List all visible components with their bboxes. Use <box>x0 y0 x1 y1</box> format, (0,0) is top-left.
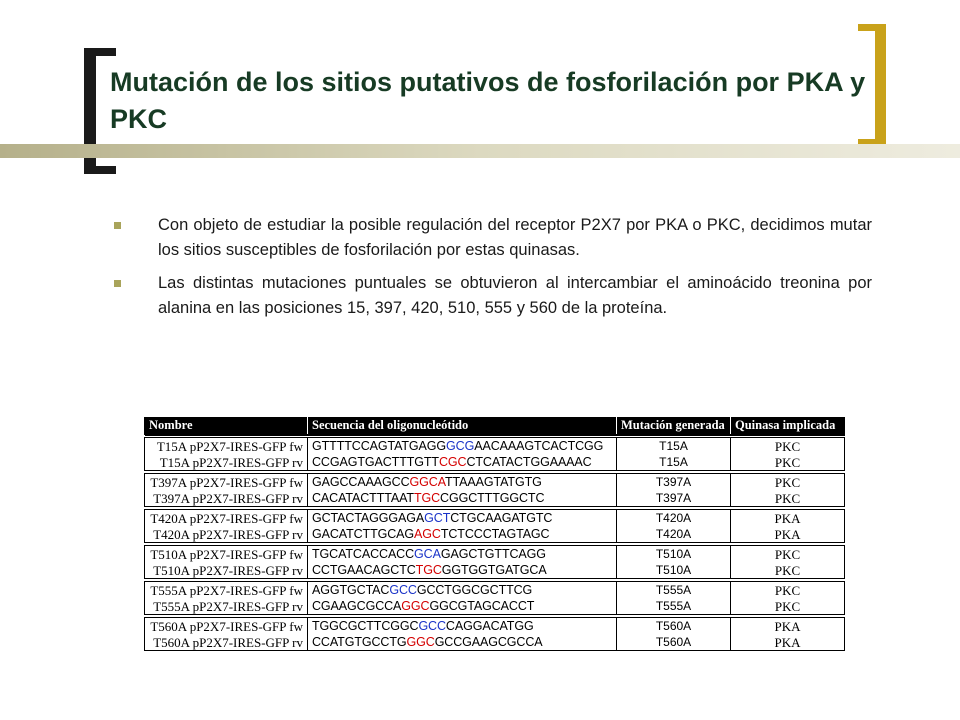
kinase-cell: PKC <box>731 598 845 616</box>
sequence-fragment: CAGGACATGG <box>445 618 534 633</box>
right-bracket-top-decoration <box>858 24 886 31</box>
header-nombre: Nombre <box>145 417 308 436</box>
sequence-fragment: TCTCCCTAGTAGC <box>440 526 550 541</box>
sequence-fragment: CACATACTTTAAT <box>312 490 414 505</box>
mutated-codon: CGC <box>438 454 467 469</box>
mutated-codon: GGC <box>401 598 430 613</box>
mutated-codon: GCC <box>418 618 446 633</box>
oligo-sequence-cell <box>308 436 617 454</box>
sequence-fragment: AGGTGCTAC <box>312 582 390 597</box>
oligo-sequence-cell <box>308 562 617 580</box>
sequence-fragment: CCATGTGCCTG <box>312 634 407 649</box>
kinase-cell: PKC <box>731 490 845 508</box>
kinase-cell: PKC <box>731 436 845 454</box>
mutated-codon: GCA <box>414 546 441 561</box>
table-header-row <box>145 417 845 436</box>
sequence-fragment: GGCGTAGCACCT <box>429 598 535 613</box>
oligo-name-cell: T15A pP2X7-IRES-GFP fw <box>145 436 308 454</box>
kinase-cell: PKA <box>731 616 845 634</box>
mutation-cell: T560A <box>617 616 731 634</box>
table-body <box>145 436 845 651</box>
mutated-codon: GGC <box>406 634 435 649</box>
oligo-name-cell: T555A pP2X7-IRES-GFP fw <box>145 580 308 598</box>
right-bracket-decoration <box>875 24 886 146</box>
bullet-list <box>114 213 872 329</box>
sequence-fragment: TTAAAGTATGTG <box>445 474 542 489</box>
table-row <box>145 436 845 454</box>
kinase-cell: PKA <box>731 634 845 651</box>
table-row <box>145 508 845 526</box>
sequence-fragment: CGAAGCGCCA <box>312 598 402 613</box>
kinase-cell: PKC <box>731 454 845 472</box>
oligo-name-cell: T420A pP2X7-IRES-GFP fw <box>145 508 308 526</box>
oligo-sequence-cell <box>308 598 617 616</box>
table-row <box>145 562 845 580</box>
oligo-sequence-cell <box>308 526 617 544</box>
oligonucleotide-table <box>144 417 845 651</box>
oligo-sequence-cell <box>308 580 617 598</box>
kinase-cell: PKC <box>731 472 845 490</box>
mutated-codon: TGC <box>415 562 442 577</box>
mutation-cell: T560A <box>617 634 731 651</box>
bullet-text: Con objeto de estudiar la posible regulación del receptor P2X7 por PKA o PKC, decidimos mutar los sitios susceptibles de fosforilación por estas quinasas. <box>158 216 872 259</box>
oligo-sequence-cell <box>308 634 617 651</box>
mutated-codon: AGC <box>414 526 441 541</box>
sequence-fragment: CTGCAAGATGTC <box>450 510 553 525</box>
bullet-item <box>114 271 872 320</box>
kinase-cell: PKC <box>731 562 845 580</box>
sequence-fragment: GCTACTAGGGAGA <box>312 510 425 525</box>
kinase-cell: PKA <box>731 508 845 526</box>
sequence-fragment: GAGCCAAAGCC <box>312 474 410 489</box>
oligo-sequence-cell <box>308 490 617 508</box>
table-row <box>145 580 845 598</box>
header-mutacion: Mutación generada <box>617 417 731 436</box>
oligo-sequence-cell <box>308 544 617 562</box>
bullet-text: Las distintas mutaciones puntuales se obtuvieron al intercambiar el aminoácido treonina por alanina en las posiciones 15, 397, 420, 510, 555 y 560 de la proteína. <box>158 274 872 317</box>
left-bracket-top-decoration <box>84 48 116 56</box>
title-underline-bar <box>0 144 960 158</box>
sequence-fragment: AACAAAGTCACTCGG <box>474 438 604 453</box>
header-quinasa: Quinasa implicada <box>731 417 845 436</box>
mutation-cell: T510A <box>617 544 731 562</box>
table-row <box>145 490 845 508</box>
mutation-cell: T420A <box>617 526 731 544</box>
oligo-name-cell: T510A pP2X7-IRES-GFP rv <box>145 562 308 580</box>
mutation-cell: T397A <box>617 472 731 490</box>
table-row <box>145 616 845 634</box>
bullet-square-icon <box>114 280 121 287</box>
table-row <box>145 472 845 490</box>
kinase-cell: PKA <box>731 526 845 544</box>
oligo-sequence-cell <box>308 616 617 634</box>
mutated-codon: GGCA <box>409 474 446 489</box>
table-row <box>145 598 845 616</box>
oligo-sequence-cell <box>308 508 617 526</box>
sequence-fragment: GCCGAAGCGCCA <box>434 634 543 649</box>
sequence-fragment: CTCATACTGGAAAAC <box>466 454 592 469</box>
sequence-fragment: CCGAGTGACTTTGTT <box>312 454 439 469</box>
table-row <box>145 634 845 651</box>
mutated-codon: TGC <box>413 490 441 505</box>
oligo-name-cell: T510A pP2X7-IRES-GFP fw <box>145 544 308 562</box>
mutation-cell: T555A <box>617 598 731 616</box>
kinase-cell: PKC <box>731 544 845 562</box>
oligo-name-cell: T397A pP2X7-IRES-GFP rv <box>145 490 308 508</box>
left-bracket-bottom-decoration <box>84 166 116 174</box>
slide-title: Mutación de los sitios putativos de fosforilación por PKA y PKC <box>110 67 866 134</box>
mutation-cell: T420A <box>617 508 731 526</box>
table-row <box>145 454 845 472</box>
oligo-name-cell: T560A pP2X7-IRES-GFP fw <box>145 616 308 634</box>
oligo-name-cell: T420A pP2X7-IRES-GFP rv <box>145 526 308 544</box>
sequence-fragment: TGGCGCTTCGGC <box>312 618 419 633</box>
oligo-name-cell: T15A pP2X7-IRES-GFP rv <box>145 454 308 472</box>
mutation-cell: T15A <box>617 436 731 454</box>
table-row <box>145 544 845 562</box>
mutation-cell: T15A <box>617 454 731 472</box>
mutation-cell: T510A <box>617 562 731 580</box>
oligo-name-cell: T560A pP2X7-IRES-GFP rv <box>145 634 308 651</box>
sequence-fragment: GACATCTTGCAG <box>312 526 415 541</box>
header-secuencia: Secuencia del oligonucleótido <box>308 417 617 436</box>
sequence-fragment: GGTGGTGATGCA <box>441 562 547 577</box>
sequence-fragment: CCTGAACAGCTC <box>312 562 416 577</box>
mutated-codon: GCC <box>389 582 417 597</box>
bullet-item <box>114 213 872 262</box>
sequence-fragment: CGGCTTTGGCTC <box>440 490 545 505</box>
table-row <box>145 526 845 544</box>
sequence-fragment: TGCATCACCACC <box>312 546 415 561</box>
oligo-name-cell: T555A pP2X7-IRES-GFP rv <box>145 598 308 616</box>
sequence-fragment: GTTTTCCAGTATGAGG <box>312 438 447 453</box>
mutated-codon: GCT <box>424 510 451 525</box>
sequence-fragment: GCCTGGCGCTTCG <box>416 582 533 597</box>
kinase-cell: PKC <box>731 580 845 598</box>
mutated-codon: GCG <box>446 438 475 453</box>
oligo-sequence-cell <box>308 454 617 472</box>
mutation-cell: T555A <box>617 580 731 598</box>
oligo-name-cell: T397A pP2X7-IRES-GFP fw <box>145 472 308 490</box>
sequence-fragment: GAGCTGTTCAGG <box>440 546 546 561</box>
bullet-square-icon <box>114 222 121 229</box>
mutation-cell: T397A <box>617 490 731 508</box>
oligo-sequence-cell <box>308 472 617 490</box>
